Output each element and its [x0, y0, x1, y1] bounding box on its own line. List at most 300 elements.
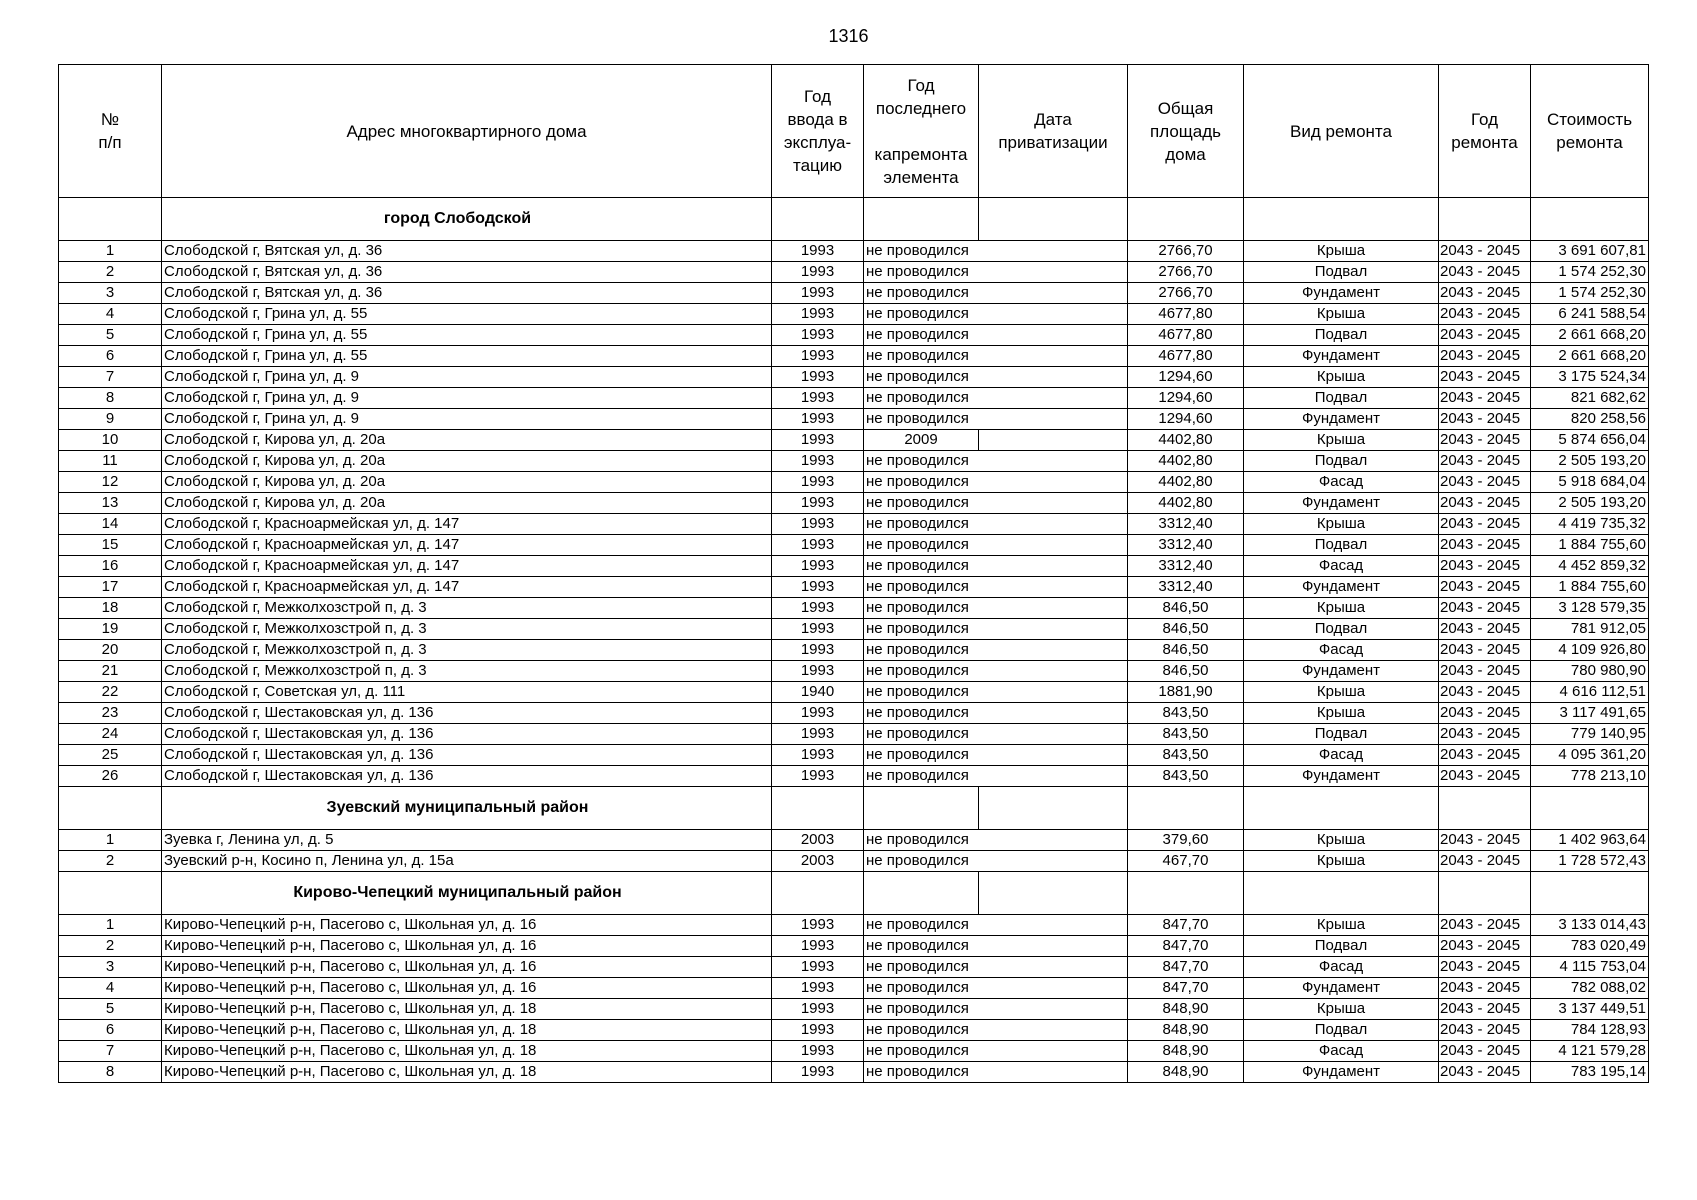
cell-address: Кирово-Чепецкий р-н, Пасегово с, Школьная ул, д. 18 [162, 999, 772, 1020]
cell-repair-type: Крыша [1244, 851, 1439, 872]
cell-last-repair: не проводился [864, 957, 979, 978]
cell-address: Слободской г, Грина ул, д. 9 [162, 367, 772, 388]
cell-repair-type: Крыша [1244, 241, 1439, 262]
table-row [59, 1041, 1649, 1062]
cell-year-built: 1993 [772, 241, 864, 262]
cell-year-built: 1993 [772, 367, 864, 388]
cell-privatization [979, 915, 1128, 936]
cell-cost: 783 195,14 [1531, 1062, 1649, 1083]
cell-repair-type: Крыша [1244, 915, 1439, 936]
cell-area: 4677,80 [1128, 304, 1244, 325]
cell-repair-type: Фасад [1244, 1041, 1439, 1062]
cell-repair-year: 2043 - 2045 [1439, 535, 1531, 556]
cell-num: 11 [59, 451, 162, 472]
cell-year-built: 1993 [772, 283, 864, 304]
cell-num: 6 [59, 346, 162, 367]
cell-repair-year: 2043 - 2045 [1439, 262, 1531, 283]
cell-year-built: 2003 [772, 851, 864, 872]
cell-year-built: 1993 [772, 598, 864, 619]
cell-area: 847,70 [1128, 957, 1244, 978]
cell-privatization [979, 851, 1128, 872]
table-row [59, 577, 1649, 598]
cell-last-repair: не проводился [864, 851, 979, 872]
table-row [59, 514, 1649, 535]
header-privatization: Дата приватизации [979, 65, 1128, 198]
cell-num: 5 [59, 325, 162, 346]
cell-privatization [979, 388, 1128, 409]
cell-cost: 4 616 112,51 [1531, 682, 1649, 703]
cell-area: 4677,80 [1128, 346, 1244, 367]
cell-repair-type: Фасад [1244, 640, 1439, 661]
cell-privatization [979, 936, 1128, 957]
cell-cost: 783 020,49 [1531, 936, 1649, 957]
cell-repair-year: 2043 - 2045 [1439, 936, 1531, 957]
cell-repair-year: 2043 - 2045 [1439, 346, 1531, 367]
cell-area: 3312,40 [1128, 556, 1244, 577]
cell-year-built: 1993 [772, 451, 864, 472]
cell-address: Слободской г, Советская ул, д. 111 [162, 682, 772, 703]
cell-repair-type: Крыша [1244, 999, 1439, 1020]
cell-last-repair: не проводился [864, 262, 979, 283]
cell-area: 4402,80 [1128, 451, 1244, 472]
cell-area: 3312,40 [1128, 535, 1244, 556]
cell-repair-type: Подвал [1244, 388, 1439, 409]
cell-repair-year: 2043 - 2045 [1439, 598, 1531, 619]
cell-repair-type: Подвал [1244, 325, 1439, 346]
cell-last-repair: не проводился [864, 619, 979, 640]
cell-num: 14 [59, 514, 162, 535]
cell-repair-type: Подвал [1244, 451, 1439, 472]
table-row [59, 451, 1649, 472]
cell-cost: 3 691 607,81 [1531, 241, 1649, 262]
table-row [59, 556, 1649, 577]
cell-area: 848,90 [1128, 1041, 1244, 1062]
cell-area: 843,50 [1128, 703, 1244, 724]
cell-repair-type: Фасад [1244, 472, 1439, 493]
cell-repair-year: 2043 - 2045 [1439, 430, 1531, 451]
cell-repair-type: Крыша [1244, 598, 1439, 619]
cell-privatization [979, 262, 1128, 283]
cell-cost: 782 088,02 [1531, 978, 1649, 999]
cell-repair-year: 2043 - 2045 [1439, 851, 1531, 872]
cell-last-repair: не проводился [864, 915, 979, 936]
cell-year-built: 1993 [772, 304, 864, 325]
cell-last-repair: не проводился [864, 1020, 979, 1041]
cell-repair-year: 2043 - 2045 [1439, 241, 1531, 262]
table-row [59, 388, 1649, 409]
cell-privatization [979, 367, 1128, 388]
table-row [59, 703, 1649, 724]
cell-last-repair: не проводился [864, 367, 979, 388]
cell-privatization [979, 957, 1128, 978]
cell-repair-type: Подвал [1244, 262, 1439, 283]
cell-area: 2766,70 [1128, 262, 1244, 283]
cell-area: 4402,80 [1128, 472, 1244, 493]
cell-area: 846,50 [1128, 640, 1244, 661]
cell-cost: 780 980,90 [1531, 661, 1649, 682]
cell-address: Слободской г, Межколхозстрой п, д. 3 [162, 619, 772, 640]
cell-cost: 1 728 572,43 [1531, 851, 1649, 872]
cell-year-built: 1993 [772, 978, 864, 999]
cell-year-built: 1993 [772, 472, 864, 493]
cell-privatization [979, 766, 1128, 787]
section-empty-cell [1128, 787, 1244, 830]
cell-repair-year: 2043 - 2045 [1439, 325, 1531, 346]
cell-cost: 5 918 684,04 [1531, 472, 1649, 493]
cell-num: 23 [59, 703, 162, 724]
cell-repair-type: Крыша [1244, 430, 1439, 451]
cell-address: Зуевка г, Ленина ул, д. 5 [162, 830, 772, 851]
cell-repair-type: Фундамент [1244, 978, 1439, 999]
cell-last-repair: не проводился [864, 346, 979, 367]
cell-repair-year: 2043 - 2045 [1439, 1041, 1531, 1062]
table-row [59, 619, 1649, 640]
cell-year-built: 1993 [772, 514, 864, 535]
cell-privatization [979, 1020, 1128, 1041]
cell-repair-type: Фасад [1244, 556, 1439, 577]
table-row [59, 430, 1649, 451]
cell-repair-type: Фундамент [1244, 1062, 1439, 1083]
cell-last-repair: не проводился [864, 766, 979, 787]
cell-address: Слободской г, Вятская ул, д. 36 [162, 262, 772, 283]
cell-cost: 781 912,05 [1531, 619, 1649, 640]
cell-address: Слободской г, Кирова ул, д. 20а [162, 451, 772, 472]
cell-address: Кирово-Чепецкий р-н, Пасегово с, Школьная ул, д. 16 [162, 915, 772, 936]
cell-area: 847,70 [1128, 936, 1244, 957]
table-row [59, 325, 1649, 346]
cell-area: 846,50 [1128, 598, 1244, 619]
cell-year-built: 1993 [772, 661, 864, 682]
cell-area: 847,70 [1128, 978, 1244, 999]
cell-cost: 779 140,95 [1531, 724, 1649, 745]
cell-area: 848,90 [1128, 1062, 1244, 1083]
cell-repair-year: 2043 - 2045 [1439, 367, 1531, 388]
cell-address: Слободской г, Грина ул, д. 55 [162, 346, 772, 367]
table-row [59, 409, 1649, 430]
cell-privatization [979, 598, 1128, 619]
cell-repair-type: Подвал [1244, 1020, 1439, 1041]
cell-last-repair: не проводился [864, 325, 979, 346]
cell-repair-year: 2043 - 2045 [1439, 682, 1531, 703]
cell-last-repair: не проводился [864, 472, 979, 493]
cell-area: 848,90 [1128, 1020, 1244, 1041]
cell-num: 19 [59, 619, 162, 640]
cell-repair-type: Подвал [1244, 535, 1439, 556]
cell-num: 4 [59, 304, 162, 325]
cell-cost: 3 175 524,34 [1531, 367, 1649, 388]
cell-repair-type: Подвал [1244, 724, 1439, 745]
cell-privatization [979, 241, 1128, 262]
cell-privatization [979, 830, 1128, 851]
cell-last-repair: не проводился [864, 745, 979, 766]
table-row [59, 957, 1649, 978]
cell-repair-year: 2043 - 2045 [1439, 661, 1531, 682]
cell-area: 467,70 [1128, 851, 1244, 872]
section-empty-cell [1439, 787, 1531, 830]
cell-year-built: 1993 [772, 430, 864, 451]
cell-num: 5 [59, 999, 162, 1020]
table-row [59, 493, 1649, 514]
cell-num: 1 [59, 241, 162, 262]
cell-cost: 1 402 963,64 [1531, 830, 1649, 851]
section-title: город Слободской [162, 198, 772, 241]
table-row [59, 598, 1649, 619]
table-row [59, 978, 1649, 999]
table-row [59, 999, 1649, 1020]
table-row [59, 936, 1649, 957]
cell-cost: 3 133 014,43 [1531, 915, 1649, 936]
cell-privatization [979, 619, 1128, 640]
section-empty-cell [59, 872, 162, 915]
cell-area: 848,90 [1128, 999, 1244, 1020]
cell-address: Слободской г, Вятская ул, д. 36 [162, 283, 772, 304]
cell-area: 1294,60 [1128, 388, 1244, 409]
cell-privatization [979, 472, 1128, 493]
cell-num: 3 [59, 957, 162, 978]
cell-repair-type: Крыша [1244, 830, 1439, 851]
cell-repair-year: 2043 - 2045 [1439, 978, 1531, 999]
section-empty-cell [1244, 787, 1439, 830]
cell-last-repair: не проводился [864, 388, 979, 409]
cell-repair-year: 2043 - 2045 [1439, 556, 1531, 577]
cell-year-built: 1993 [772, 766, 864, 787]
cell-repair-type: Подвал [1244, 936, 1439, 957]
page-number: 1316 [828, 26, 869, 46]
cell-address: Слободской г, Шестаковская ул, д. 136 [162, 745, 772, 766]
table-row [59, 1020, 1649, 1041]
cell-cost: 3 117 491,65 [1531, 703, 1649, 724]
section-empty-cell [772, 787, 864, 830]
cell-privatization [979, 661, 1128, 682]
cell-last-repair: не проводился [864, 640, 979, 661]
cell-address: Слободской г, Межколхозстрой п, д. 3 [162, 640, 772, 661]
cell-repair-year: 2043 - 2045 [1439, 619, 1531, 640]
cell-repair-year: 2043 - 2045 [1439, 451, 1531, 472]
cell-year-built: 1993 [772, 1062, 864, 1083]
table-row [59, 724, 1649, 745]
section-empty-cell [1244, 872, 1439, 915]
cell-privatization [979, 451, 1128, 472]
table-row [59, 241, 1649, 262]
cell-last-repair: не проводился [864, 556, 979, 577]
cell-area: 4402,80 [1128, 430, 1244, 451]
cell-area: 1881,90 [1128, 682, 1244, 703]
cell-num: 8 [59, 388, 162, 409]
cell-year-built: 1993 [772, 915, 864, 936]
cell-area: 4402,80 [1128, 493, 1244, 514]
cell-repair-year: 2043 - 2045 [1439, 724, 1531, 745]
cell-privatization [979, 703, 1128, 724]
cell-repair-year: 2043 - 2045 [1439, 283, 1531, 304]
cell-address: Слободской г, Вятская ул, д. 36 [162, 241, 772, 262]
cell-privatization [979, 640, 1128, 661]
table-row [59, 830, 1649, 851]
cell-cost: 5 874 656,04 [1531, 430, 1649, 451]
cell-repair-year: 2043 - 2045 [1439, 304, 1531, 325]
cell-cost: 4 095 361,20 [1531, 745, 1649, 766]
section-header-row [59, 198, 1649, 241]
cell-privatization [979, 409, 1128, 430]
cell-privatization [979, 556, 1128, 577]
cell-privatization [979, 514, 1128, 535]
cell-area: 843,50 [1128, 766, 1244, 787]
cell-num: 4 [59, 978, 162, 999]
section-title: Зуевский муниципальный район [162, 787, 772, 830]
cell-privatization [979, 577, 1128, 598]
cell-last-repair: не проводился [864, 703, 979, 724]
cell-repair-year: 2043 - 2045 [1439, 766, 1531, 787]
section-title: Кирово-Чепецкий муниципальный район [162, 872, 772, 915]
cell-num: 16 [59, 556, 162, 577]
cell-last-repair: не проводился [864, 577, 979, 598]
header-cost: Стоимость ремонта [1531, 65, 1649, 198]
cell-last-repair: не проводился [864, 936, 979, 957]
cell-repair-type: Фасад [1244, 745, 1439, 766]
cell-num: 13 [59, 493, 162, 514]
section-empty-cell [979, 198, 1128, 241]
cell-area: 4677,80 [1128, 325, 1244, 346]
cell-year-built: 1993 [772, 493, 864, 514]
cell-area: 3312,40 [1128, 514, 1244, 535]
table-row [59, 661, 1649, 682]
cell-repair-year: 2043 - 2045 [1439, 409, 1531, 430]
cell-repair-type: Фундамент [1244, 493, 1439, 514]
cell-year-built: 1993 [772, 957, 864, 978]
cell-year-built: 1940 [772, 682, 864, 703]
cell-privatization [979, 304, 1128, 325]
cell-area: 847,70 [1128, 915, 1244, 936]
cell-area: 2766,70 [1128, 283, 1244, 304]
cell-last-repair: не проводился [864, 1062, 979, 1083]
cell-repair-year: 2043 - 2045 [1439, 577, 1531, 598]
cell-cost: 1 884 755,60 [1531, 577, 1649, 598]
table-row [59, 766, 1649, 787]
cell-year-built: 1993 [772, 262, 864, 283]
cell-repair-type: Подвал [1244, 619, 1439, 640]
cell-repair-year: 2043 - 2045 [1439, 830, 1531, 851]
cell-last-repair: не проводился [864, 493, 979, 514]
cell-address: Слободской г, Шестаковская ул, д. 136 [162, 703, 772, 724]
cell-repair-year: 2043 - 2045 [1439, 472, 1531, 493]
cell-year-built: 1993 [772, 745, 864, 766]
cell-year-built: 1993 [772, 999, 864, 1020]
cell-year-built: 2003 [772, 830, 864, 851]
cell-num: 12 [59, 472, 162, 493]
cell-repair-year: 2043 - 2045 [1439, 745, 1531, 766]
cell-num: 17 [59, 577, 162, 598]
header-last-repair: Год последнего капремонта элемента [864, 65, 979, 198]
cell-year-built: 1993 [772, 535, 864, 556]
section-header-row [59, 872, 1649, 915]
cell-privatization [979, 999, 1128, 1020]
cell-privatization [979, 535, 1128, 556]
cell-privatization [979, 724, 1128, 745]
cell-address: Слободской г, Кирова ул, д. 20а [162, 472, 772, 493]
cell-repair-year: 2043 - 2045 [1439, 1062, 1531, 1083]
table-row [59, 283, 1649, 304]
table-row [59, 915, 1649, 936]
table-row [59, 346, 1649, 367]
cell-address: Слободской г, Грина ул, д. 55 [162, 304, 772, 325]
cell-cost: 4 115 753,04 [1531, 957, 1649, 978]
cell-year-built: 1993 [772, 936, 864, 957]
header-repair-type: Вид ремонта [1244, 65, 1439, 198]
cell-repair-type: Крыша [1244, 514, 1439, 535]
cell-cost: 2 505 193,20 [1531, 493, 1649, 514]
section-empty-cell [1531, 787, 1649, 830]
cell-repair-year: 2043 - 2045 [1439, 703, 1531, 724]
cell-num: 6 [59, 1020, 162, 1041]
cell-cost: 1 574 252,30 [1531, 262, 1649, 283]
section-empty-cell [1128, 198, 1244, 241]
cell-privatization [979, 493, 1128, 514]
table-body [59, 198, 1649, 1083]
cell-privatization [979, 682, 1128, 703]
cell-address: Кирово-Чепецкий р-н, Пасегово с, Школьная ул, д. 18 [162, 1062, 772, 1083]
header-row [59, 65, 1649, 198]
cell-area: 1294,60 [1128, 409, 1244, 430]
cell-repair-type: Крыша [1244, 703, 1439, 724]
cell-address: Слободской г, Красноармейская ул, д. 147 [162, 535, 772, 556]
cell-repair-type: Крыша [1244, 367, 1439, 388]
cell-area: 843,50 [1128, 724, 1244, 745]
header-area: Общая площадь дома [1128, 65, 1244, 198]
section-empty-cell [1531, 198, 1649, 241]
cell-cost: 784 128,93 [1531, 1020, 1649, 1041]
cell-last-repair: не проводился [864, 724, 979, 745]
cell-last-repair: не проводился [864, 999, 979, 1020]
section-empty-cell [1128, 872, 1244, 915]
cell-address: Слободской г, Кирова ул, д. 20а [162, 430, 772, 451]
cell-address: Кирово-Чепецкий р-н, Пасегово с, Школьная ул, д. 16 [162, 957, 772, 978]
cell-cost: 3 128 579,35 [1531, 598, 1649, 619]
cell-repair-type: Фундамент [1244, 409, 1439, 430]
section-empty-cell [59, 787, 162, 830]
cell-address: Слободской г, Кирова ул, д. 20а [162, 493, 772, 514]
cell-num: 22 [59, 682, 162, 703]
cell-cost: 4 121 579,28 [1531, 1041, 1649, 1062]
cell-last-repair: не проводился [864, 535, 979, 556]
cell-year-built: 1993 [772, 325, 864, 346]
cell-num: 7 [59, 367, 162, 388]
header-num: № п/п [59, 65, 162, 198]
cell-privatization [979, 745, 1128, 766]
cell-last-repair: не проводился [864, 304, 979, 325]
cell-repair-year: 2043 - 2045 [1439, 957, 1531, 978]
cell-cost: 820 258,56 [1531, 409, 1649, 430]
section-empty-cell [979, 787, 1128, 830]
table-row [59, 1062, 1649, 1083]
cell-year-built: 1993 [772, 1041, 864, 1062]
header-year-built: Год ввода в эксплуа- тацию [772, 65, 864, 198]
cell-year-built: 1993 [772, 346, 864, 367]
cell-num: 7 [59, 1041, 162, 1062]
cell-last-repair: не проводился [864, 283, 979, 304]
cell-year-built: 1993 [772, 409, 864, 430]
cell-repair-year: 2043 - 2045 [1439, 640, 1531, 661]
cell-last-repair: не проводился [864, 830, 979, 851]
cell-num: 2 [59, 936, 162, 957]
cell-year-built: 1993 [772, 1020, 864, 1041]
section-empty-cell [864, 198, 979, 241]
cell-repair-year: 2043 - 2045 [1439, 999, 1531, 1020]
cell-cost: 1 574 252,30 [1531, 283, 1649, 304]
cell-cost: 3 137 449,51 [1531, 999, 1649, 1020]
cell-address: Слободской г, Межколхозстрой п, д. 3 [162, 661, 772, 682]
cell-repair-year: 2043 - 2045 [1439, 388, 1531, 409]
section-empty-cell [772, 872, 864, 915]
cell-privatization [979, 325, 1128, 346]
